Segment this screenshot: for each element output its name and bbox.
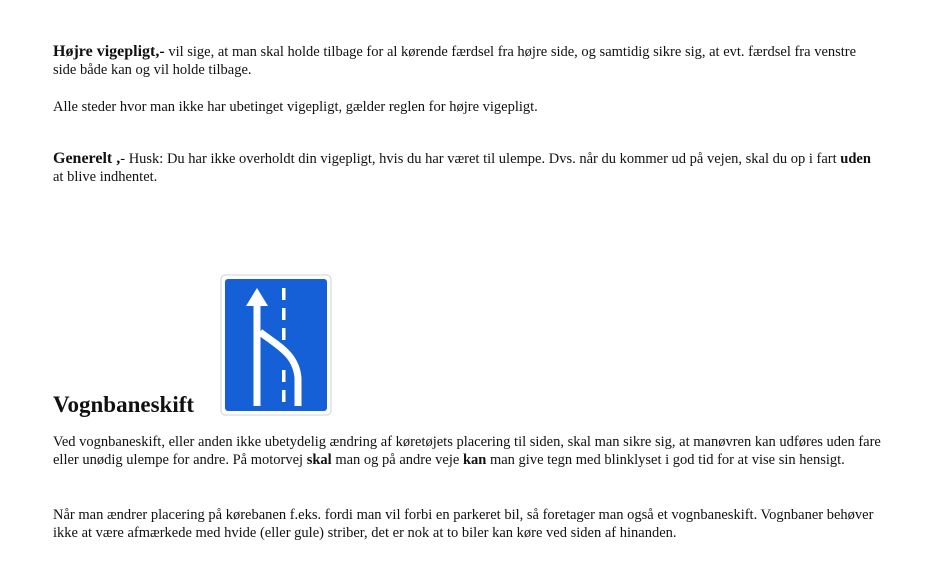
- paragraph-lane-change: [53, 434, 883, 469]
- paragraph-general: [53, 150, 883, 186]
- lane-merge-sign-icon: [220, 274, 332, 416]
- placement-text: Når man ændrer placering på kørebanen f.eks. fordi man vil forbi en parkeret bil, så foretager man også et vognbaneskift. Vognbaner behøver ikke at være afmærkede med hvide (eller gule) striber, det er nok at to biler kan køre ved siden af hinanden.: [53, 507, 874, 541]
- lane-change-text-2: man og på andre veje: [331, 451, 463, 468]
- general-bold-word: uden: [840, 151, 871, 167]
- general-text-1: - Husk: Du har ikke overholdt din vigepligt, hvis du har været til ulempe. Dvs. når du kommer ud på vejen, skal du op i fart: [120, 151, 841, 167]
- paragraph-right-of-way: [53, 43, 883, 79]
- lane-change-text-3: man give tegn med blinklyset i god tid for at vise sin hensigt.: [486, 451, 845, 468]
- general-rule-text: Alle steder hvor man ikke har ubetinget vigepligt, gælder reglen for højre vigepligt.: [53, 99, 538, 115]
- general-text-2: at blive indhentet.: [53, 168, 158, 185]
- lane-change-bold-1: skal: [306, 451, 332, 468]
- right-of-way-text: vil sige, at man skal holde tilbage for al kørende færdsel fra højre side, og samtidig sikre sig, at evt. færdsel fra venstre side både kan og vil holde tilbage.: [53, 44, 857, 78]
- heading-general: Generelt ,: [53, 150, 121, 167]
- section-title-lane-change: Vognbaneskift: [53, 392, 195, 417]
- paragraph-placement: [53, 507, 883, 542]
- lane-change-text-1: Ved vognbaneskift, eller anden ikke ubetydelig ændring af køretøjets placering til siden, skal man sikre sig, at manøvren kan udføres uden fare eller unødig ulempe for andre. På motorvej: [53, 434, 881, 468]
- lane-change-bold-2: kan: [462, 451, 487, 468]
- paragraph-general-rule: [53, 99, 883, 117]
- heading-right-of-way: Højre vigepligt,-: [53, 43, 165, 60]
